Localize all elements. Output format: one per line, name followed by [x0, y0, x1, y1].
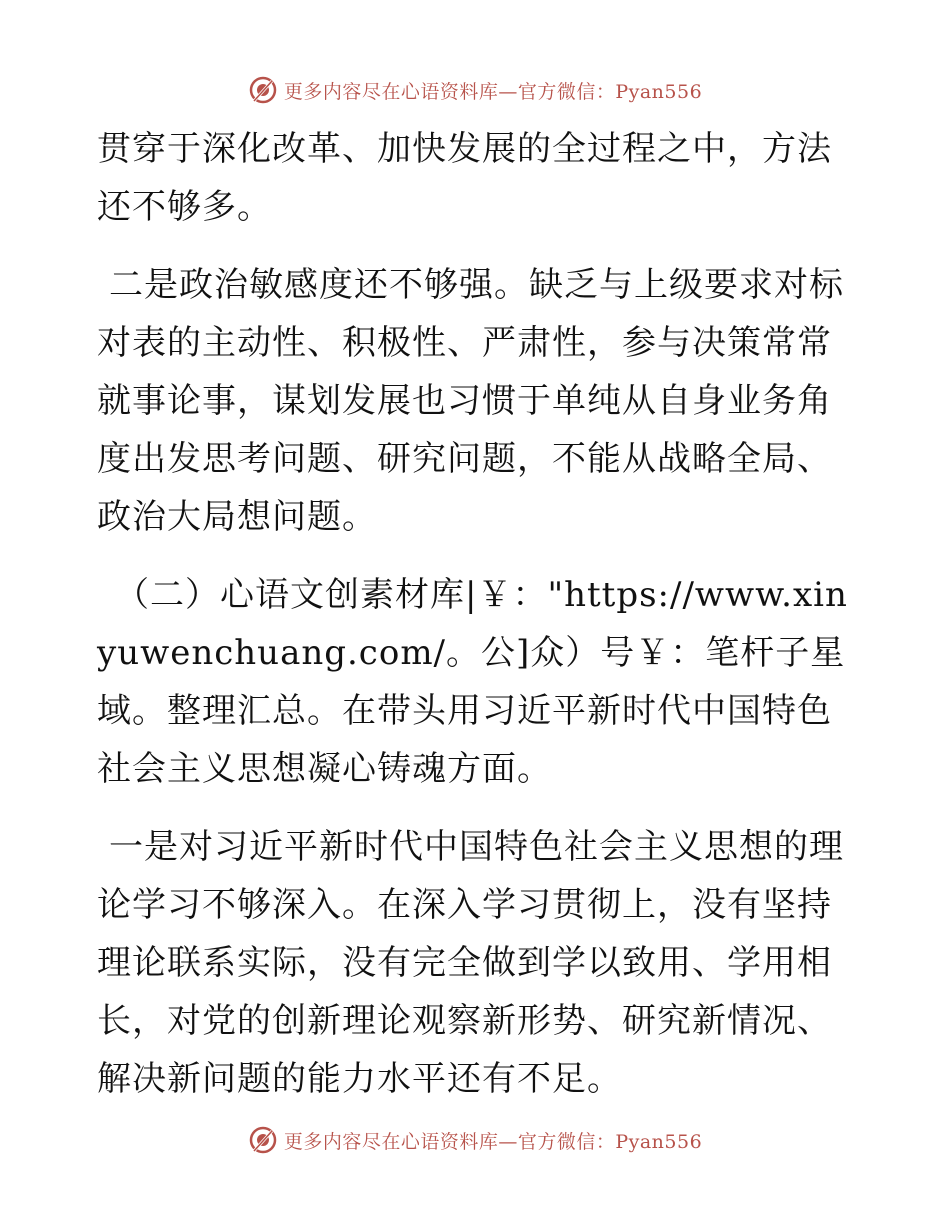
pen-seal-icon	[248, 75, 278, 105]
document-body	[97, 120, 857, 1128]
paragraph-3: （二）心语文创素材库|￥："https://www.xinyuwenchuang.com/。公]众）号￥：笔杆子星域。整理汇总。在带头用习近平新时代中国特色社会主义思想凝心铸魂方面。	[97, 575, 848, 789]
header-watermark-text: 更多内容尽在心语资料库—官方微信：Pyan556	[283, 80, 703, 103]
paragraph-4: 一是对习近平新时代中国特色社会主义思想的理论学习不够深入。在深入学习贯彻上，没有坚持理论联系实际，没有完全做到学以致用、学用相长，对党的创新理论观察新形势、研究新情况、解决新问题的能力水平还有不足。	[97, 827, 844, 1099]
footer-watermark-text: 更多内容尽在心语资料库—官方微信：Pyan556	[283, 1130, 703, 1153]
pen-seal-icon	[248, 1125, 278, 1155]
paragraph-2: 二是政治敏感度还不够强。缺乏与上级要求对标对表的主动性、积极性、严肃性，参与决策常常就事论事，谋划发展也习惯于单纯从自身业务角度出发思考问题、研究问题，不能从战略全局、政治大局想问题。	[97, 265, 844, 537]
paragraph-1: 贯穿于深化改革、加快发展的全过程之中，方法还不够多。	[97, 129, 832, 227]
header-watermark	[0, 70, 950, 110]
footer-watermark	[0, 1120, 950, 1160]
